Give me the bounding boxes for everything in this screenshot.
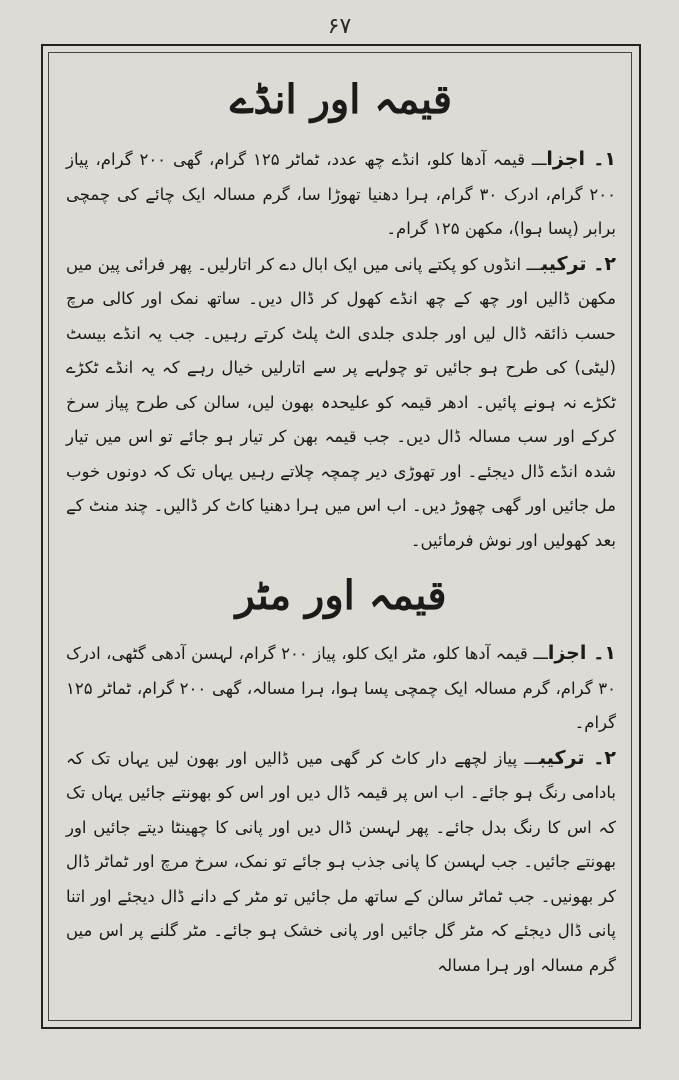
ingredients-label: ۱۔ اجزا bbox=[547, 642, 617, 664]
method-label: ۲۔ ترکیب bbox=[541, 252, 617, 275]
method-label: ۲۔ ترکیب bbox=[539, 746, 617, 769]
method-paragraph: ۲۔ ترکیبـــ پیاز لچھے دار کاٹ کر گھی میں ڈالیں اور بھون لیں یہاں تک کہ بادامی رنگ ہو جائے۔ اب اس پر قیمہ ڈال دیں اور اس کو بھونتے جائیں یہاں تک کہ اس کا رنگ بدل جائے۔ پھر لہسن ڈال دیں اور پانی کا چھینٹا دیتے جائیں اور بھونتے جائیں۔ جب لہسن کا پانی جذب ہو جائے تو نمک، سرخ مرچ اور ٹماٹر ڈال کر بھونیں۔ جب ٹماٹر سالن کے ساتھ مل جائیں تو مٹر کے دانے ڈال دیجئے اور اتنا پانی ڈال دیجئے کہ مٹر گل جائیں اور پانی خشک ہو جائے۔ مٹر گلنے پر اس میں گرم مسالہ اور ہرا مسالہ bbox=[66, 746, 617, 975]
ingredients-text: قیمہ آدھا کلو، انڈے چھ عدد، ٹماٹر ۱۲۵ گرام، گھی ۲۰۰ گرام، پیاز ۲۰۰ گرام، ادرک ۳۰ گرام، ہرا دھنیا تھوڑا سا، گرم مسالہ ایک چائے کی چمچی برابر (پسا ہوا)، مکھن ۱۲۵ گرام۔ bbox=[66, 150, 616, 238]
ingredients-label: ۱۔ اجزا bbox=[546, 148, 616, 170]
recipe-title-qeema-peas: قیمہ اور مٹر bbox=[235, 572, 447, 619]
ingredients-paragraph: ۱۔ اجزاـــ قیمہ آدھا کلو، انڈے چھ عدد، ٹماٹر ۱۲۵ گرام، گھی ۲۰۰ گرام، پیاز ۲۰۰ گرام، ادرک ۳۰ گرام، ہرا دھنیا تھوڑا سا، گرم مسالہ ایک چائے کی چمچی برابر (پسا ہوا)، مکھن ۱۲۵ گرام۔ bbox=[66, 148, 616, 238]
page-number: ۶۷ bbox=[327, 14, 352, 39]
page-content bbox=[58, 60, 624, 1015]
method-text: انڈوں کو پکتے پانی میں ایک ابال دے کر اتارلیں۔ پھر فرائی پین میں مکھن ڈالیں اور چھ کے چھ انڈے کھول کر ڈال دیں۔ ساتھ نمک اور کالی مرچ حسب ذائقہ ڈال لیں اور جلدی جلدی الٹ پلٹ کرتے رہیں۔ جب یہ انڈے بیسٹ (لیٹی) کی طرح ہو جائیں تو چولہے پر سے اتارلیں خیال رہے کہ یہ انڈے ٹکڑے ٹکڑے نہ ہونے پائیں۔ ادھر قیمہ کو علیحدہ بھون لیں، سالن کی طرح پیاز سرخ کرکے اور سب مسالہ ڈال دیں۔ جب قیمہ بھن کر تیار ہو جائے تو اس میں تیار شدہ انڈے ڈال دیجئے۔ اور تھوڑی دیر چمچہ چلاتے رہیں یہاں تک کہ دونوں خوب مل جائیں اور گھی چھوڑ دیں۔ اب اس میں ہرا دھنیا کاٹ کر ڈالیں۔ چند منٹ کے بعد کھولیں اور نوش فرمائیں۔ bbox=[66, 254, 616, 550]
ingredients-text: قیمہ آدھا کلو، مٹر ایک کلو، پیاز ۲۰۰ گرام، لہسن آدھی گٹھی، ادرک ۳۰ گرام، گرم مسالہ ایک چمچی پسا ہوا، ہرا مسالہ، گھی ۲۰۰ گرام، ٹماٹر ۱۲۵ گرام۔ bbox=[66, 644, 616, 732]
recipe-title-qeema-eggs: قیمہ اور انڈے bbox=[229, 76, 453, 123]
method-text: پیاز لچھے دار کاٹ کر گھی میں ڈالیں اور بھون لیں یہاں تک کہ بادامی رنگ ہو جائے۔ اب اس پر قیمہ ڈال دیں اور اس کو بھونتے جائیں یہاں تک کہ اس کا رنگ بدل جائے۔ پھر لہسن ڈال دیں اور پانی کا چھینٹا دیتے جائیں اور بھونتے جائیں۔ جب لہسن کا پانی جذب ہو جائے تو نمک، سرخ مرچ اور ٹماٹر ڈال کر بھونیں۔ جب ٹماٹر سالن کے ساتھ مل جائیں تو مٹر کے دانے ڈال دیجئے اور اتنا پانی ڈال دیجئے کہ مٹر گل جائیں اور پانی خشک ہو جائے۔ مٹر گلنے پر اس میں گرم مسالہ اور ہرا مسالہ bbox=[66, 748, 616, 975]
ingredients-paragraph: ۱۔ اجزاـــ قیمہ آدھا کلو، مٹر ایک کلو، پیاز ۲۰۰ گرام، لہسن آدھی گٹھی، ادرک ۳۰ گرام، گرم مسالہ ایک چمچی پسا ہوا، ہرا مسالہ، گھی ۲۰۰ گرام، ٹماٹر ۱۲۵ گرام۔ bbox=[66, 642, 617, 732]
method-paragraph: ۲۔ ترکیبـــ انڈوں کو پکتے پانی میں ایک ابال دے کر اتارلیں۔ پھر فرائی پین میں مکھن ڈالیں اور چھ کے چھ انڈے کھول کر ڈال دیں۔ ساتھ نمک اور کالی مرچ حسب ذائقہ ڈال لیں اور جلدی جلدی الٹ پلٹ کرتے رہیں۔ جب یہ انڈے بیسٹ (لیٹی) کی طرح ہو جائیں تو چولہے پر سے اتارلیں خیال رہے کہ یہ انڈے ٹکڑے ٹکڑے نہ ہونے پائیں۔ ادھر قیمہ کو علیحدہ بھون لیں، سالن کی طرح پیاز سرخ کرکے اور سب مسالہ ڈال دیں۔ جب قیمہ بھن کر تیار ہو جائے تو اس میں تیار شدہ انڈے ڈال دیجئے۔ اور تھوڑی دیر چمچہ چلاتے رہیں یہاں تک کہ دونوں خوب مل جائیں اور گھی چھوڑ دیں۔ اب اس میں ہرا دھنیا کاٹ کر ڈالیں۔ چند منٹ کے بعد کھولیں اور نوش فرمائیں۔ bbox=[66, 252, 617, 550]
